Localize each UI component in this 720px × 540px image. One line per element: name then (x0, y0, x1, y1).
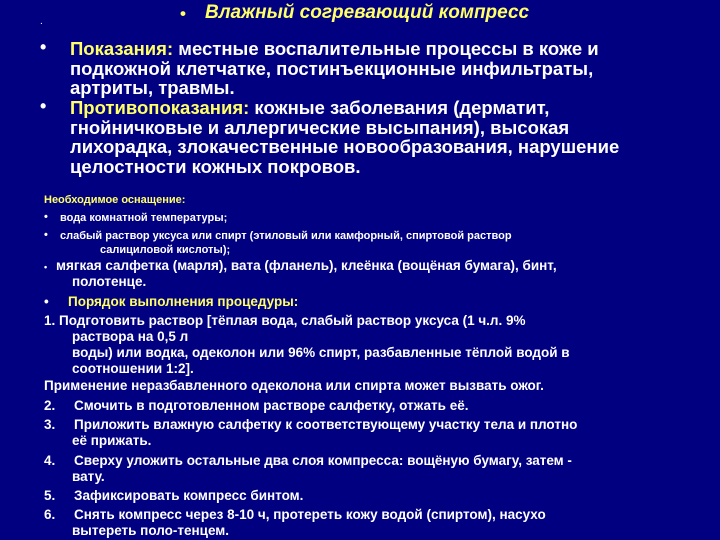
procedure-step-3: 3. Приложить влажную салфетку к соответствующему участку тела и плотно её прижать. (44, 417, 578, 448)
procedure-step-2: 2. Смочить в подготовленном растворе салфетку, отжать её. (44, 398, 469, 413)
contraindications-line-1: Противопоказания: кожные заболевания (дерматит, (70, 97, 550, 118)
contraindications-line-2: гнойничковые и аллергические высыпания), высокая (70, 116, 570, 138)
equipment-item-3: мягкая салфетка (марля), вата (фланель), клеёнка (вощёная бумага), бинт, полотенце. (56, 258, 557, 289)
procedure-step-4: 4. Сверху уложить остальные два слоя компресса: вощёную бумагу, затем - вату. (44, 453, 572, 484)
procedure-step-1: 1. Подготовить раствор [тёплая вода, слабый раствор уксуса (1 ч.л. 9% раствора на 0,5 л воды) или водка, одеколон или 96% спирт, разбавленные тёплой водой в соотношении 1:2]. (44, 313, 570, 376)
equipment-bullet-3: • (44, 262, 48, 272)
equipment-heading: Необходимое оснащение: (44, 194, 186, 206)
indications-bullet: • (40, 37, 47, 57)
equipment-item-2: слабый раствор уксуса или спирт (этиловый или камфорный, спиртовой раствор салициловой кислоты); (60, 230, 512, 256)
procedure-step-6: 6. Снять компресс через 8-10 ч, протереть кожу водой (спиртом), насухо вытереть поло-тенцем. (44, 507, 546, 538)
procedure-heading: Порядок выполнения процедуры: (68, 294, 299, 309)
contraindications-block (70, 98, 710, 176)
equipment-bullet-1: • (44, 211, 48, 223)
contraindications-line-4: целостности кожных покровов. (70, 155, 361, 177)
stray-dot: . (40, 16, 43, 27)
equipment-item-1: вода комнатной температуры; (60, 212, 228, 224)
indications-label: Показания: (70, 38, 174, 59)
procedure-warning: Применение неразбавленного одеколона или спирта может вызвать ожог. (44, 378, 544, 393)
procedure-bullet: • (44, 294, 49, 309)
indications-block (70, 39, 710, 98)
indications-line-1: Показания: местные воспалительные процессы в коже и (70, 38, 599, 59)
contraindications-label: Противопоказания: (70, 97, 250, 118)
contraindications-bullet: • (40, 96, 47, 116)
equipment-bullet-2: • (44, 229, 48, 241)
indications-line-3: артриты, травмы. (70, 77, 235, 98)
indications-line-2: подкожной клетчатке, постинъекционные инфильтраты, (70, 57, 594, 79)
contraindications-line-3: лихорадка, злокачественные новообразования, нарушение (70, 136, 620, 157)
slide-title: Влажный согревающий компресс (205, 2, 530, 23)
title-bullet: • (180, 4, 186, 23)
procedure-step-5: 5. Зафиксировать компресс бинтом. (44, 488, 304, 503)
